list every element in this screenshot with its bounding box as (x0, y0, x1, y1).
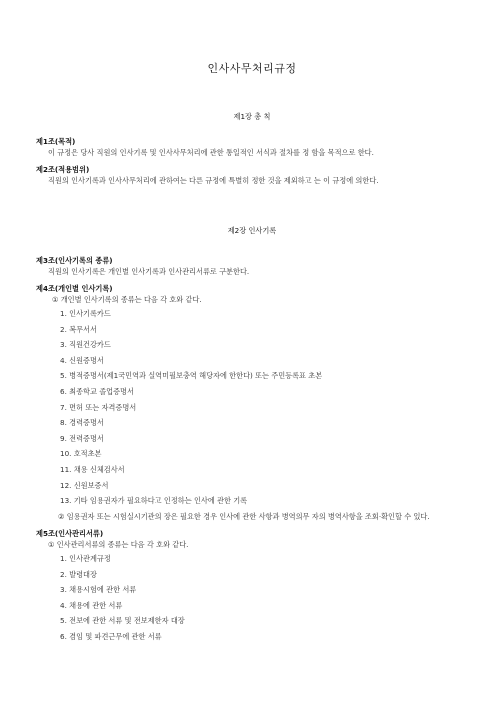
list-item: 6. 최종학교 졸업증명서 (60, 386, 134, 396)
article-5 (0, 528, 504, 645)
article-5-heading: 제5조(인사관리서류) (36, 529, 104, 538)
article-2-body: 직원의 인사기록과 인사사무처리에 관하여는 다른 규정에 특별히 정한 것을 제외하고 는 이 규정에 의한다. (48, 176, 379, 185)
article-4-heading: 제4조(개인별 인사기록) (36, 284, 113, 293)
list-item: 2. 복무서서 (60, 324, 97, 334)
article-4 (0, 283, 504, 525)
article-4-paragraph-2: ② 임용권자 또는 시험실시기관의 장은 필요한 경우 인사에 관한 사항과 병역의무 자의 병역사항을 조회·확인할 수 있다. (58, 511, 430, 521)
list-item: 9. 전력증명서 (60, 433, 104, 443)
list-item: 3. 직원건강카드 (60, 340, 111, 350)
list-item: 10. 호적초본 (60, 449, 102, 459)
list-item: 1. 인사관계규정 (60, 554, 111, 563)
article-3-heading: 제3조(인사기록의 종류) (36, 256, 113, 265)
article-1 (0, 136, 504, 158)
list-item: 8. 경력증명서 (60, 418, 104, 428)
article-4-paragraph-1: ① 개인별 인사기록의 종류는 다음 각 호와 같다. (52, 295, 202, 304)
article-4-list (0, 306, 504, 509)
document-title: 인사사무처리규정 (207, 62, 297, 75)
list-item: 11. 채용 신체검사서 (60, 464, 125, 474)
article-5-list (0, 551, 504, 645)
chapter-1-title: 제1장 총 칙 (233, 112, 271, 121)
list-item: 12. 신원보증서 (60, 480, 109, 490)
list-item: 5. 전보에 관한 서류 및 전보제한자 대장 (60, 616, 185, 626)
article-5-paragraph-1: ① 인사관리서류의 종류는 다음 각 호와 같다. (48, 540, 189, 549)
list-item: 3. 채용시험에 관한 서류 (60, 585, 137, 595)
article-3-body: 직원의 인사기록은 개인별 인사기록과 인사관리서류로 구분한다. (48, 267, 250, 276)
chapter-2-title: 제2장 인사기록 (227, 226, 277, 235)
list-item: 7. 면허 또는 자격증명서 (60, 402, 137, 412)
list-item: 1. 인사기록카드 (60, 309, 111, 318)
list-item: 4. 신원증명서 (60, 355, 104, 365)
list-item: 5. 병적증명서(제1국민역과 실역미필보충역 해당자에 한한다) 또는 주민등록표 초본 (60, 371, 323, 381)
article-1-body: 이 규정은 당사 직원의 인사기록 및 인사사무처리에 관한 통일적인 서식과 절차를 정 함을 목적으로 한다. (48, 148, 374, 157)
list-item: 6. 겸임 및 파견근무에 관한 서류 (60, 631, 162, 641)
list-item: 13. 기타 임용권자가 필요하다고 인정하는 인사에 관한 기록 (60, 496, 248, 506)
article-1-heading: 제1조(목적) (36, 137, 76, 146)
article-3 (0, 255, 504, 277)
list-item: 2. 발령대장 (60, 569, 97, 579)
article-2-heading: 제2조(적용범위) (36, 165, 90, 174)
article-2 (0, 164, 504, 186)
list-item: 4. 채용에 관한 서류 (60, 600, 123, 610)
